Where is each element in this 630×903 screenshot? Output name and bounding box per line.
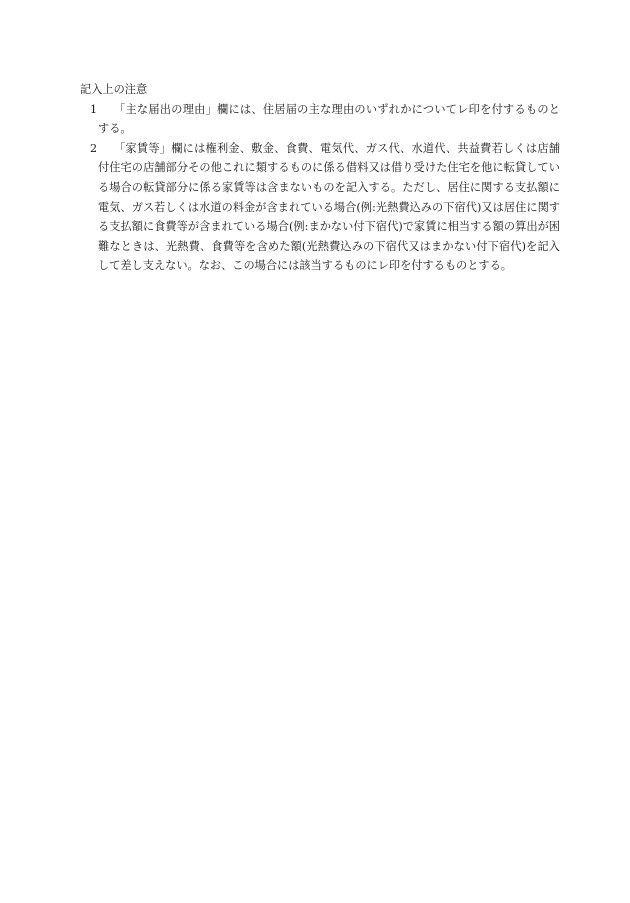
note-item-2 [80,139,560,276]
notes-heading: 記入上の注意 [80,83,148,96]
note-item-1 [80,100,560,139]
note-number: 1 [90,102,98,116]
entry-notes [80,80,560,276]
note-number: 2 [90,141,98,155]
note-text: 「主な届出の理由」欄には、住居届の主な理由のいずれかについてレ印を付するものとする。 [98,102,560,136]
note-text: 「家賃等」欄には権利金、敷金、食費、電気代、ガス代、水道代、共益費若しくは店舗付住宅の店舗部分その他これに類するものに係る借料又は借り受けた住宅を他に転貸している場合の転貸部分に係る家賃等は含まないものを記入する。ただし、居住に関する支払額に電気、ガス若しくは水道の料金が含まれている場合(例:光熱費込みの下宿代)又は居住に関する支払額に食費等が含まれている場合(例:まかない付下宿代)で家賃に相当する額の算出が困難なときは、光熱費、食費等を含めた額(光熱費込みの下宿代又はまかない付下宿代)を記入して差し支えない。なお、この場合には該当するものにレ印を付するものとする。 [98,141,560,273]
